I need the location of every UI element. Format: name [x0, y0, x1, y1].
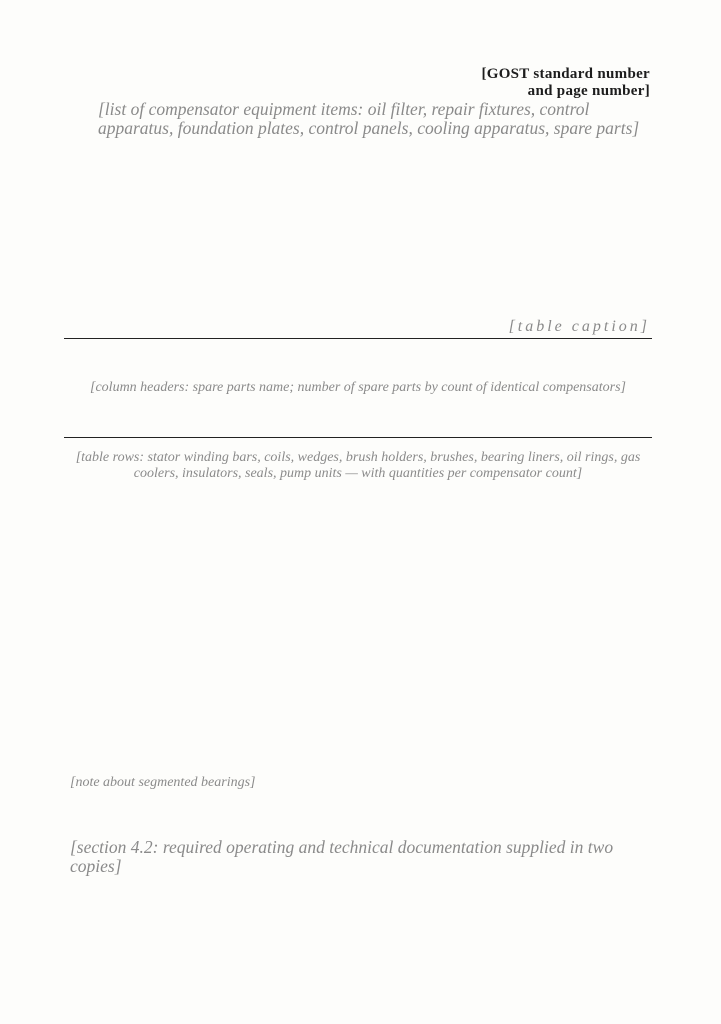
- equipment-list: [98, 100, 650, 138]
- spare-parts-table: [64, 338, 652, 759]
- list-text-placeholder: [list of compensator equipment items: oil filter, repair fixtures, control apparatus, foundation plates, control panels, cooling apparatus, spare parts]: [98, 99, 640, 138]
- table-note: [note about segmented bearings]: [70, 775, 256, 790]
- table-body: [64, 438, 652, 738]
- table-body-placeholder: [table rows: stator winding bars, coils, wedges, brush holders, brushes, bearing liners, oil rings, gas coolers, insulators, seals, pump units — with quantities per compensator count]: [75, 450, 641, 481]
- section-4-2: [70, 838, 650, 880]
- table-caption: [table caption]: [508, 318, 650, 335]
- table-header-row: [64, 339, 652, 438]
- table-header-placeholder: [column headers: spare parts name; number of spare parts by count of identical compensators]: [90, 380, 626, 395]
- page-header: [GOST standard number and page number]: [481, 66, 650, 99]
- section-text-placeholder: [section 4.2: required operating and technical documentation supplied in two copies]: [70, 837, 614, 876]
